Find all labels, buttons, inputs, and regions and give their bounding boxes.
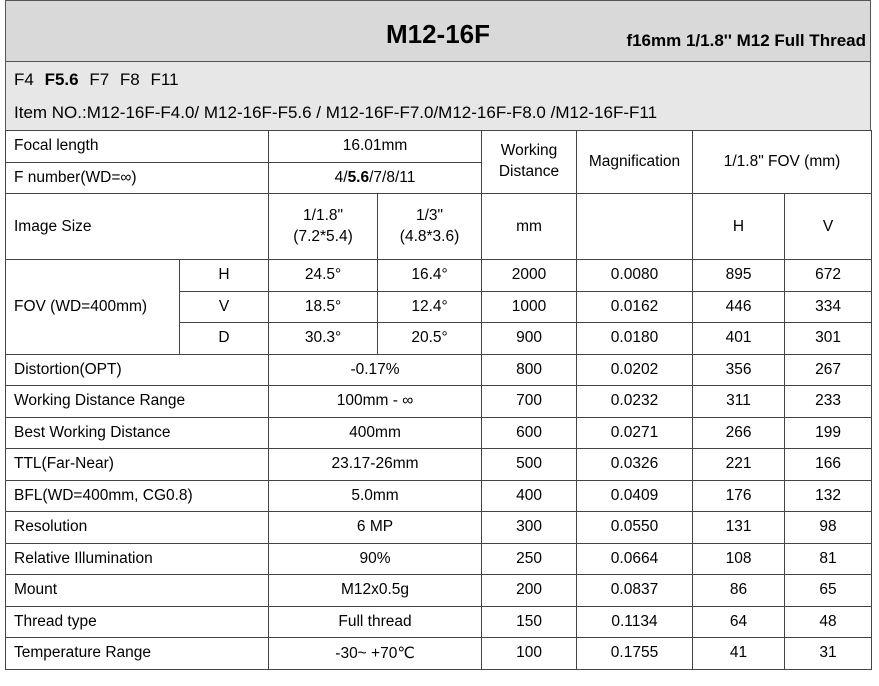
h-value: 108 [693,543,785,575]
v-value: 267 [785,354,872,386]
mag-value: 0.0271 [577,417,693,449]
mag-value: 0.1134 [577,606,693,638]
image-size-b: 1/3" (4.8*3.6) [378,194,482,260]
item-number-line: Item NO.:M12-16F-F4.0/ M12-16F-F5.6 / M12-16F-F7.0/M12-16F-F8.0 /M12-16F-F11 [5,97,871,130]
wd-value: 150 [482,606,577,638]
spec-value: Full thread [269,606,482,638]
wd-value: 100 [482,638,577,670]
fov-label: FOV (WD=400mm) [6,260,180,355]
spec-value: 5.0mm [269,480,482,512]
spec-label: Image Size [6,194,269,260]
f-number-option: F8 [119,70,140,89]
wd-value: 500 [482,449,577,481]
v-header: V [785,194,872,260]
fov-value: 20.5° [378,323,482,355]
table-row [6,417,872,449]
v-value: 132 [785,480,872,512]
table-row [6,131,872,163]
v-value: 98 [785,512,872,544]
spec-label: Focal length [6,131,269,163]
mag-value: 0.0837 [577,575,693,607]
mag-value: 0.1755 [577,638,693,670]
v-value: 65 [785,575,872,607]
mag-value: 0.0162 [577,291,693,323]
wd-value: 250 [482,543,577,575]
spec-label: Distortion(OPT) [6,354,269,386]
spec-value: 100mm - ∞ [269,386,482,418]
spec-label: Temperature Range [6,638,269,670]
v-value: 31 [785,638,872,670]
fov-axis: V [180,291,269,323]
spec-value: -0.17% [269,354,482,386]
fov-value: 18.5° [269,291,378,323]
spec-value: -30~ +70℃ [269,638,482,670]
wd-header: Working Distance [482,131,577,194]
table-row [6,449,872,481]
fov-axis: D [180,323,269,355]
mag-value: 0.0080 [577,260,693,292]
mag-value: 0.0409 [577,480,693,512]
table-row [6,638,872,670]
spec-label: Working Distance Range [6,386,269,418]
spec-value: 4/5.6/7/8/11 [269,162,482,194]
mag-value: 0.0232 [577,386,693,418]
h-value: 221 [693,449,785,481]
table-row [6,543,872,575]
title-bar [5,0,871,62]
spec-value: 6 MP [269,512,482,544]
f-number-bar [5,62,871,97]
fov-mm-header: 1/1.8" FOV (mm) [693,131,872,194]
spec-rows [6,354,872,669]
wd-value: 2000 [482,260,577,292]
spec-value: 16.01mm [269,131,482,163]
spec-label: Relative Illumination [6,543,269,575]
wd-value: 900 [482,323,577,355]
h-header: H [693,194,785,260]
model-spec: f16mm 1/1.8'' M12 Full Thread [626,31,866,50]
v-value: 233 [785,386,872,418]
spec-value: 90% [269,543,482,575]
wd-value: 200 [482,575,577,607]
wd-value: 1000 [482,291,577,323]
spec-table [5,130,872,670]
mag-value: 0.0180 [577,323,693,355]
wd-value: 600 [482,417,577,449]
h-value: 895 [693,260,785,292]
spec-label: Resolution [6,512,269,544]
blank-cell [577,194,693,260]
fov-value: 24.5° [269,260,378,292]
h-value: 401 [693,323,785,355]
v-value: 672 [785,260,872,292]
wd-value: 400 [482,480,577,512]
v-value: 81 [785,543,872,575]
f-number-option-selected: F5.6 [44,70,79,89]
spec-value: 400mm [269,417,482,449]
wd-value: 300 [482,512,577,544]
fov-value: 16.4° [378,260,482,292]
wd-value: 800 [482,354,577,386]
spec-label: Mount [6,575,269,607]
spec-value: 23.17-26mm [269,449,482,481]
magnification-header: Magnification [577,131,693,194]
table-row [6,386,872,418]
spec-sheet [5,0,871,670]
unit-cell: mm [482,194,577,260]
h-value: 311 [693,386,785,418]
h-value: 86 [693,575,785,607]
h-value: 131 [693,512,785,544]
spec-value: M12x0.5g [269,575,482,607]
table-row [6,354,872,386]
spec-label: Best Working Distance [6,417,269,449]
table-row [6,480,872,512]
spec-label: TTL(Far-Near) [6,449,269,481]
mag-value: 0.0326 [577,449,693,481]
v-value: 334 [785,291,872,323]
fov-value: 30.3° [269,323,378,355]
f-number-option: F11 [150,70,179,89]
spec-label: F number(WD=∞) [6,162,269,194]
f-number-option: F4 [14,70,34,89]
h-value: 446 [693,291,785,323]
fov-value: 12.4° [378,291,482,323]
h-value: 176 [693,480,785,512]
table-row [6,575,872,607]
table-row [6,606,872,638]
h-value: 64 [693,606,785,638]
mag-value: 0.0202 [577,354,693,386]
h-value: 356 [693,354,785,386]
wd-value: 700 [482,386,577,418]
v-value: 199 [785,417,872,449]
h-value: 41 [693,638,785,670]
table-row [6,194,872,260]
table-row [6,512,872,544]
v-value: 301 [785,323,872,355]
mag-value: 0.0664 [577,543,693,575]
fov-axis: H [180,260,269,292]
f-number-option: F7 [89,70,110,89]
image-size-a: 1/1.8" (7.2*5.4) [269,194,378,260]
h-value: 266 [693,417,785,449]
table-row [6,260,872,292]
mag-value: 0.0550 [577,512,693,544]
spec-label: Thread type [6,606,269,638]
spec-label: BFL(WD=400mm, CG0.8) [6,480,269,512]
model-title: M12-16F [385,19,491,49]
v-value: 48 [785,606,872,638]
v-value: 166 [785,449,872,481]
